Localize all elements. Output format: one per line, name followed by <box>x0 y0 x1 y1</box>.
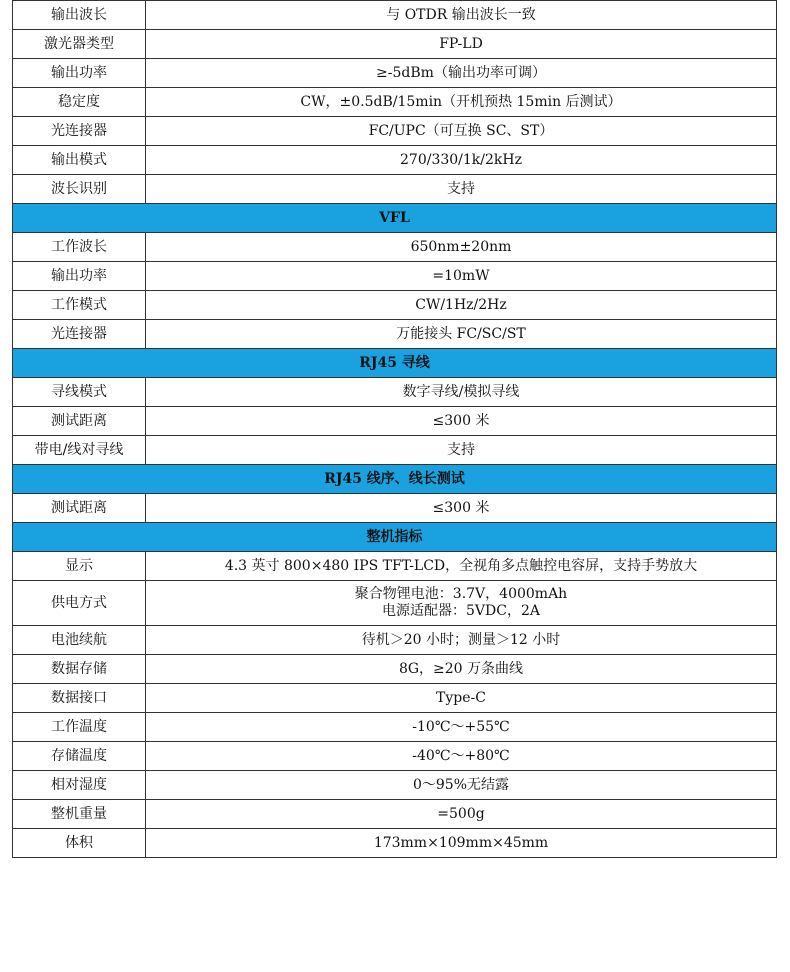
table-row <box>13 117 777 146</box>
table-row <box>13 800 777 829</box>
row-label: 光连接器 <box>13 320 146 349</box>
row-label: 稳定度 <box>13 88 146 117</box>
row-value: 待机＞20 小时；测量＞12 小时 <box>146 626 777 655</box>
row-label: 工作模式 <box>13 291 146 320</box>
row-value: 0～95%无结露 <box>146 771 777 800</box>
row-value: 4.3 英寸 800×480 IPS TFT-LCD，全视角多点触控电容屏，支持手势放大 <box>146 552 777 581</box>
spec-table <box>12 0 777 858</box>
row-label: 供电方式 <box>13 581 146 626</box>
row-value: -40℃～+80℃ <box>146 742 777 771</box>
row-value: CW，±0.5dB/15min（开机预热 15min 后测试） <box>146 88 777 117</box>
row-value: =500g <box>146 800 777 829</box>
table-row <box>13 742 777 771</box>
table-row <box>13 407 777 436</box>
row-label: 电池续航 <box>13 626 146 655</box>
table-row <box>13 684 777 713</box>
row-value: 650nm±20nm <box>146 233 777 262</box>
row-value-line: 电源适配器：5VDC，2A <box>382 603 540 619</box>
row-value: 数字寻线/模拟寻线 <box>146 378 777 407</box>
table-row <box>13 291 777 320</box>
table-row <box>13 320 777 349</box>
row-value: ≥-5dBm（输出功率可调） <box>146 59 777 88</box>
row-value: 支持 <box>146 436 777 465</box>
row-label: 存储温度 <box>13 742 146 771</box>
table-row <box>13 30 777 59</box>
row-value: ≤300 米 <box>146 407 777 436</box>
row-label: 测试距离 <box>13 407 146 436</box>
row-label: 数据存储 <box>13 655 146 684</box>
row-label: 输出波长 <box>13 1 146 30</box>
section-header-row <box>13 465 777 494</box>
table-row <box>13 771 777 800</box>
row-label: 波长识别 <box>13 175 146 204</box>
row-value <box>146 581 777 626</box>
table-row <box>13 655 777 684</box>
table-row <box>13 829 777 858</box>
row-value: ≤300 米 <box>146 494 777 523</box>
row-value: CW/1Hz/2Hz <box>146 291 777 320</box>
table-row <box>13 233 777 262</box>
row-value: =10mW <box>146 262 777 291</box>
row-label: 寻线模式 <box>13 378 146 407</box>
row-value: 与 OTDR 输出波长一致 <box>146 1 777 30</box>
table-row <box>13 626 777 655</box>
row-value-line: 聚合物锂电池：3.7V，4000mAh <box>354 586 568 602</box>
section-title: VFL <box>13 204 777 233</box>
table-row <box>13 581 777 626</box>
row-value: FP-LD <box>146 30 777 59</box>
row-value: Type-C <box>146 684 777 713</box>
table-row <box>13 146 777 175</box>
section-header-row <box>13 523 777 552</box>
row-label: 整机重量 <box>13 800 146 829</box>
table-row <box>13 59 777 88</box>
row-label: 工作波长 <box>13 233 146 262</box>
row-label: 数据接口 <box>13 684 146 713</box>
table-row <box>13 494 777 523</box>
row-label: 体积 <box>13 829 146 858</box>
row-value: 173mm×109mm×45mm <box>146 829 777 858</box>
section-title: RJ45 线序、线长测试 <box>13 465 777 494</box>
row-value: 270/330/1k/2kHz <box>146 146 777 175</box>
section-title: 整机指标 <box>13 523 777 552</box>
row-label: 输出功率 <box>13 59 146 88</box>
section-title: RJ45 寻线 <box>13 349 777 378</box>
row-label: 显示 <box>13 552 146 581</box>
row-label: 激光器类型 <box>13 30 146 59</box>
row-value: 万能接头 FC/SC/ST <box>146 320 777 349</box>
section-header-row <box>13 204 777 233</box>
row-label: 输出功率 <box>13 262 146 291</box>
row-label: 带电/线对寻线 <box>13 436 146 465</box>
row-value: -10℃～+55℃ <box>146 713 777 742</box>
row-label: 工作温度 <box>13 713 146 742</box>
table-row <box>13 262 777 291</box>
table-row <box>13 88 777 117</box>
row-label: 输出模式 <box>13 146 146 175</box>
row-label: 光连接器 <box>13 117 146 146</box>
table-row <box>13 175 777 204</box>
table-row <box>13 378 777 407</box>
table-row <box>13 713 777 742</box>
row-value: 支持 <box>146 175 777 204</box>
row-label: 相对湿度 <box>13 771 146 800</box>
spec-table-body <box>13 1 777 858</box>
table-row <box>13 552 777 581</box>
section-header-row <box>13 349 777 378</box>
table-row <box>13 436 777 465</box>
table-row <box>13 1 777 30</box>
row-value: FC/UPC（可互换 SC、ST） <box>146 117 777 146</box>
row-value: 8G，≥20 万条曲线 <box>146 655 777 684</box>
row-label: 测试距离 <box>13 494 146 523</box>
